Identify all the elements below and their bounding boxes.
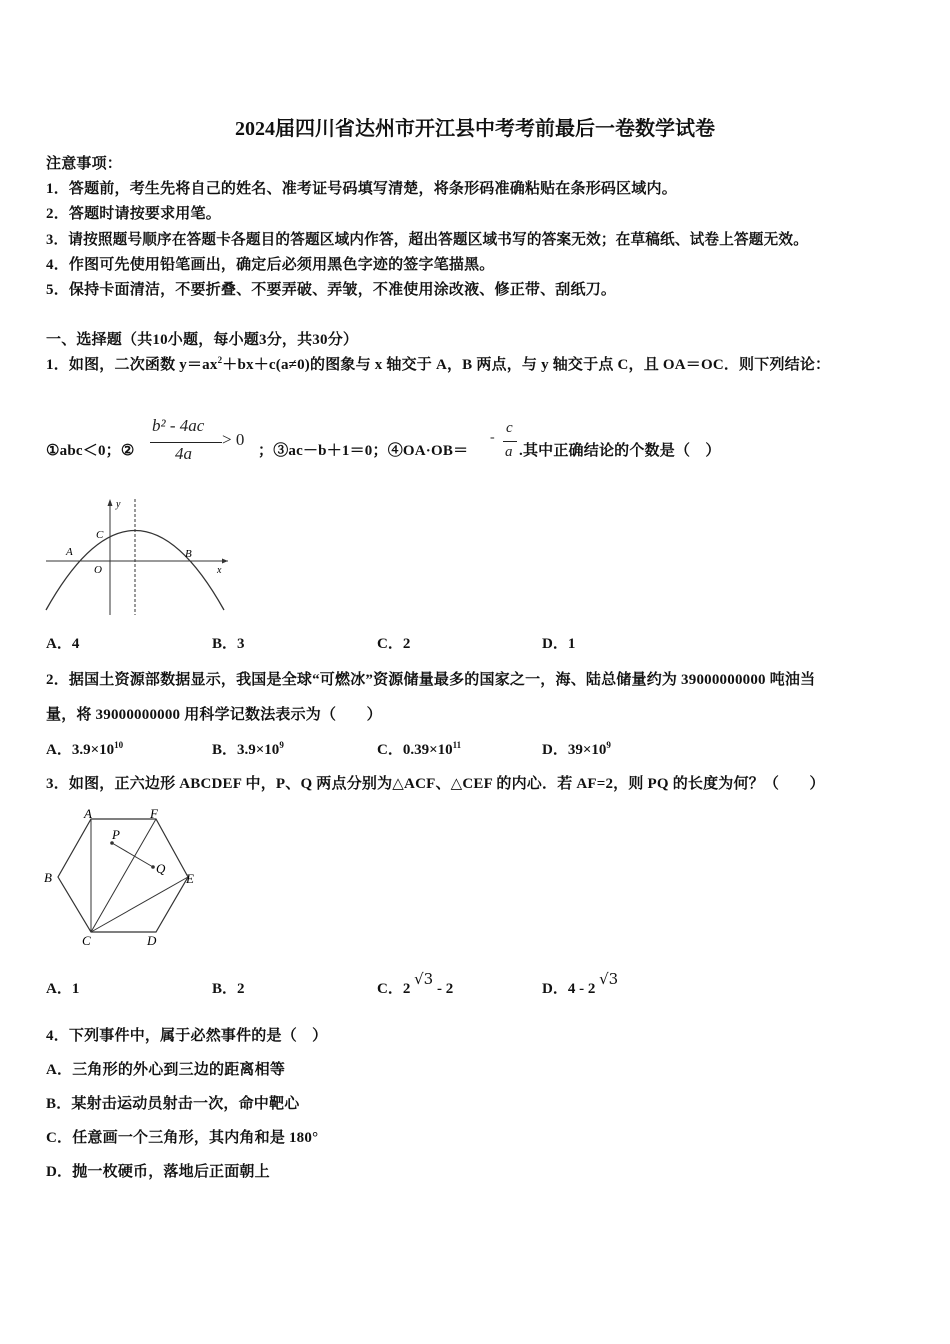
q2-option-c: C．$0.39\times 10^{11}$ [377, 740, 462, 758]
q4-stem: 4．下列事件中，属于必然事件的是（ ） [46, 1028, 328, 1044]
q1-fraction-bar [150, 442, 222, 443]
vertex-a-label: A [84, 806, 92, 821]
q3-option-d: D．4 - 2 √3 [542, 970, 619, 997]
q3-option-c: C．2 √3 - 2 [377, 970, 454, 997]
vertex-f-label: F [150, 806, 158, 821]
q1-frac2-denominator: a [505, 444, 513, 460]
point-p-label: P [112, 827, 120, 842]
q1-frac2-bar [503, 441, 517, 442]
segment-pq [112, 843, 153, 867]
q1-option-d: D．1 [542, 636, 576, 652]
notice-heading: 注意事项： [46, 156, 123, 172]
q4-option-b: B．某射击运动员射击一次，命中靶心 [46, 1096, 300, 1112]
y-axis-label: y [116, 499, 121, 510]
q3-option-b: B．2 [212, 981, 245, 997]
point-b-label: B [185, 548, 192, 560]
q1-option-c: C．2 [377, 636, 411, 652]
q2-stem-line1: 2．据国土资源部数据显示，我国是全球“可燃冰”资源储量最多的国家之一，海、陆总储量约为 39000000000 吨油当 [46, 672, 816, 688]
notice-item: 5．保持卡面清洁，不要折叠、不要弄破、弄皱，不准使用涂改液、修正带、刮纸刀。 [46, 282, 617, 298]
x-axis-label: x [217, 565, 222, 576]
point-q [151, 865, 155, 869]
q1-parabola-graph [42, 495, 232, 617]
q2-stem-line2: 量，将 39000000000 用科学记数法表示为（ ） [46, 707, 382, 723]
q2-option-a: A．$3.9\times 10^{10}$ [46, 740, 124, 758]
q3-option-a: A．1 [46, 981, 80, 997]
q2-option-d: D．$39\times 10^9$ [542, 740, 611, 758]
vertex-c-label: C [82, 933, 91, 948]
exam-title: 2024届四川省达州市开江县中考考前最后一卷数学试卷 [235, 118, 715, 140]
q1-stem: 1．如图，二次函数 $y=ax^2+bx+c(a\ne 0)$的图象与 x 轴交于 A，B 两点，与 y 轴交于点 C，且 OA＝OC．则下列结论： [46, 355, 831, 373]
point-a-label: A [66, 546, 73, 558]
vertex-d-label: D [147, 933, 157, 948]
q4-option-a: A．三角形的外心到三边的距离相等 [46, 1062, 286, 1078]
q2-option-b: B．$3.9\times 10^9$ [212, 740, 284, 758]
q1-fraction-numerator: b² - 4ac [152, 416, 205, 435]
q1-option-b: B．3 [212, 636, 245, 652]
q1-fraction-gt: > 0 [222, 430, 245, 449]
q1-conclusion-1: ①abc＜0；② [46, 443, 135, 459]
point-c-label: C [96, 529, 104, 541]
q1-fraction-denominator: 4a [175, 444, 192, 463]
x-axis-arrow [222, 559, 228, 564]
q3-hexagon-figure [40, 804, 205, 952]
q1-option-a: A．4 [46, 636, 80, 652]
segment-ce [91, 877, 188, 932]
notice-item: 2．答题时请按要求用笔。 [46, 206, 221, 222]
segment-cf [91, 819, 156, 932]
notice-item: 3．请按照题号顺序在答题卡各题目的答题区域内作答，超出答题区域书写的答案无效；在草稿纸、试卷上答题无效。 [46, 232, 808, 248]
q1-frac2-numerator: c [506, 420, 513, 436]
vertex-b-label: B [44, 870, 52, 885]
q4-option-c: C．任意画一个三角形，其内角和是 180° [46, 1130, 319, 1146]
notice-item: 1．答题前，考生先将自己的姓名、准考证号码填写清楚，将条形码准确粘贴在条形码区域内。 [46, 181, 677, 197]
q1-question-end: .其中正确结论的个数是（ ） [519, 443, 721, 459]
y-axis-arrow [108, 499, 113, 506]
point-q-label: Q [156, 861, 166, 876]
q1-conclusion-3: ；③ac－b＋1＝0；④OA·OB＝ [258, 443, 469, 459]
q4-option-d: D．抛一枚硬币，落地后正面朝上 [46, 1164, 270, 1180]
notice-item: 4．作图可先使用铅笔画出，确定后必须用黑色字迹的签字笔描黑。 [46, 257, 495, 273]
q3-stem: 3．如图，正六边形 ABCDEF 中，P、Q 两点分别为△ACF、△CEF 的内心．若 AF=2，则 PQ 的长度为何？（ ） [46, 776, 825, 792]
q1-neg-sign: - [490, 430, 495, 445]
origin-label: O [94, 564, 102, 576]
section-heading: 一、选择题（共10小题，每小题3分，共30分） [46, 332, 359, 348]
vertex-e-label: E [186, 871, 194, 886]
